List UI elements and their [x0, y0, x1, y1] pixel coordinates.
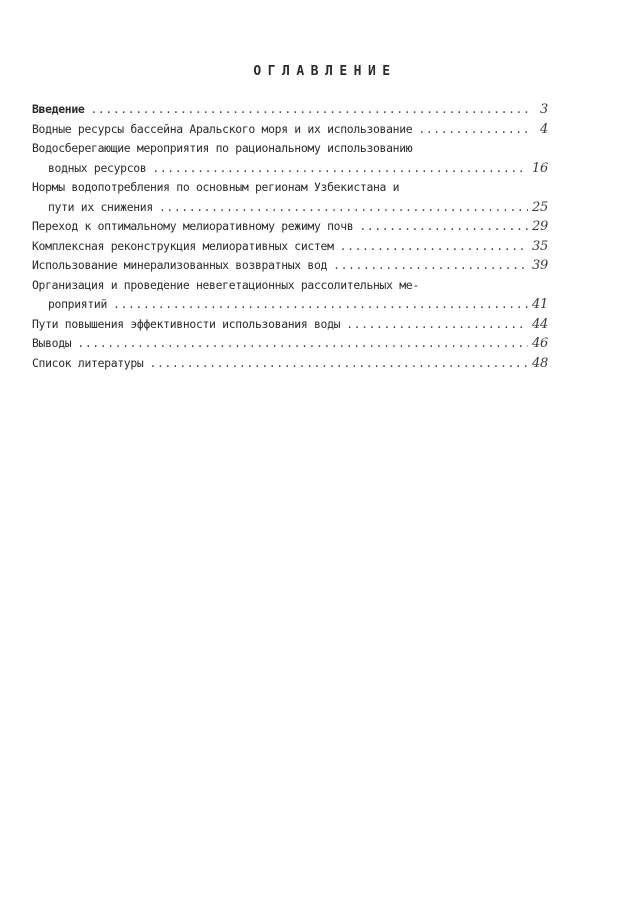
page-number: 44	[532, 316, 548, 332]
dot-leader	[77, 334, 528, 354]
dot-leader	[90, 100, 530, 120]
toc-entry-row	[32, 256, 548, 276]
dot-leader	[418, 120, 530, 140]
dot-leader	[152, 159, 528, 179]
toc-entry-row	[32, 334, 548, 354]
toc-entry	[32, 100, 548, 120]
page-number: 25	[532, 199, 548, 215]
page-number: 48	[532, 355, 548, 371]
toc-entry-row	[32, 295, 548, 315]
toc-entry	[32, 237, 548, 257]
dot-leader	[159, 198, 528, 218]
toc-entry-title-line: пути их снижения	[48, 199, 153, 214]
page-number: 39	[532, 258, 548, 273]
dot-leader	[346, 315, 528, 335]
toc-entry	[32, 217, 548, 237]
page-title: ОГЛАВЛЕНИЕ	[253, 64, 397, 79]
toc-entry	[32, 354, 548, 374]
page-number: 46	[532, 336, 548, 351]
toc-entry-row	[32, 354, 548, 374]
toc-entry	[32, 315, 548, 335]
toc-entry-row	[32, 100, 548, 120]
toc-entry-title-line: Список литературы	[32, 355, 144, 370]
toc-entry-title-line: Водосберегающие мероприятия по рациональному использованию	[32, 141, 413, 155]
toc-entry-title-line: Переход к оптимальному мелиоративному режиму почв	[32, 219, 354, 233]
dot-leader	[359, 217, 528, 237]
toc-entry-title-line: Комплексная реконструкция мелиоративных систем	[32, 238, 334, 253]
dot-leader	[149, 354, 528, 374]
page-number: 4	[540, 121, 548, 137]
page-number: 16	[532, 160, 548, 176]
toc-entry-row	[32, 120, 548, 140]
table-of-contents	[32, 100, 548, 373]
dot-leader	[333, 256, 528, 276]
toc-entry-row	[32, 198, 548, 218]
toc-entry-title-line: Пути повышения эффективности использования воды	[32, 316, 341, 331]
toc-entry	[32, 178, 548, 217]
toc-entry	[32, 120, 548, 140]
toc-entry-title-line: Нормы водопотребления по основным регионам Узбекистана и	[32, 180, 400, 194]
toc-entry-row	[32, 217, 548, 237]
toc-entry-title-line: Водные ресурсы бассейна Аральского моря и их использование	[32, 121, 413, 136]
toc-entry-row	[32, 159, 548, 179]
toc-entry-row	[32, 315, 548, 335]
toc-entry	[32, 139, 548, 178]
toc-entry-title-line: Организация и проведение невегетационных рассолительных ме-	[32, 277, 419, 292]
toc-entry	[32, 334, 548, 354]
toc-entry-title-line: Использование минерализованных возвратных вод	[32, 258, 328, 272]
page-number: 29	[532, 219, 548, 234]
toc-entry-title-line: роприятий	[48, 297, 108, 311]
toc-entry-title-line: водных ресурсов	[48, 160, 147, 175]
dot-leader	[340, 237, 528, 257]
toc-entry	[32, 276, 548, 315]
page-number: 3	[540, 102, 548, 117]
toc-entry-title-line: Выводы	[32, 336, 72, 350]
toc-entry-title-line: Введение	[32, 102, 85, 116]
page-number: 41	[532, 297, 548, 312]
page-number: 35	[532, 238, 548, 254]
dot-leader	[113, 295, 528, 315]
toc-entry-row	[32, 237, 548, 257]
toc-entry	[32, 256, 548, 276]
